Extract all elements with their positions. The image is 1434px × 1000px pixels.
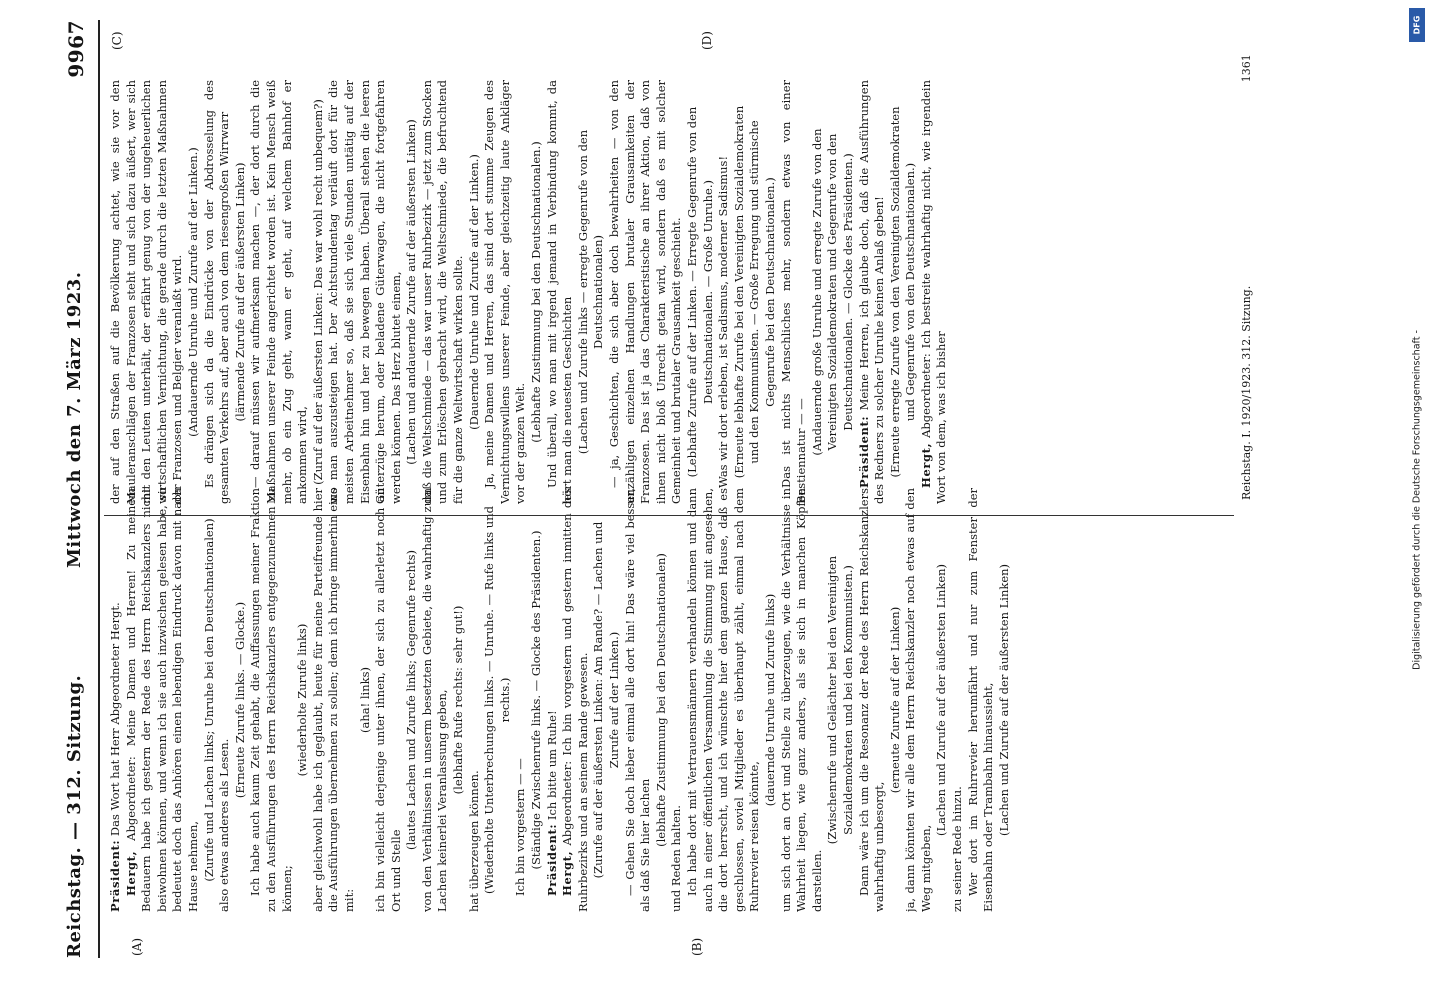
speaker-name: Präsident: bbox=[108, 839, 122, 912]
paragraph-text: Ich bin vorgestern — — bbox=[513, 758, 528, 896]
paragraph-text: (lebhafte Rufe rechts: sehr gut!) bbox=[451, 605, 466, 795]
paragraph-text: Ich bitte um Ruhe! bbox=[544, 710, 559, 821]
paragraph bbox=[420, 80, 467, 504]
header-date: Mittwoch den 7. März 1923. bbox=[64, 271, 85, 568]
paragraph-text: (Zurufe auf der äußersten Linken: Am Rande? — Lachen und Zurufe auf der Linken.) bbox=[591, 521, 621, 879]
paragraph bbox=[248, 488, 295, 912]
speaker-name: Hergt, bbox=[123, 850, 138, 896]
speaker-name: Hergt, bbox=[918, 442, 933, 488]
paragraph bbox=[248, 80, 310, 504]
stage-direction bbox=[311, 80, 327, 504]
paragraph-text: Wer dort im Ruhrrevier herumfährt und nur zum Fenster der Eisenbahn oder Trambahn hinaussieht, bbox=[965, 488, 996, 912]
paragraph-text: (Dauernde Unruhe und Zurufe auf der Linken.) bbox=[466, 154, 481, 430]
left-text-column bbox=[108, 488, 1238, 912]
stage-direction bbox=[233, 488, 249, 912]
stage-direction bbox=[934, 488, 950, 912]
page-number: 9967 bbox=[64, 20, 88, 78]
paragraph-text: (Erneute erregte Zurufe von den Vereinigten Sozialdemokraten und Gegenrufe von den Deutschnationalen.) bbox=[887, 106, 918, 478]
paragraph-text: um sich dort an Ort und Stelle zu überzeugen, wie die Verhältnisse in Wahrheit liegen, wie ganz anders, als sie sich in manchen Köpfen darstellen. bbox=[778, 488, 824, 912]
paragraph-text: (Lachen und Zurufe auf der äußersten Linken) bbox=[934, 563, 949, 837]
stage-direction bbox=[451, 488, 467, 912]
paragraph bbox=[950, 488, 966, 912]
stage-direction bbox=[888, 80, 919, 504]
paragraph-text: (lautes Lachen und Zurufe links; Gegenrufe rechts) bbox=[404, 550, 419, 850]
margin-mark-b: (B) bbox=[690, 937, 704, 956]
margin-mark-a: (A) bbox=[130, 937, 144, 956]
paragraph-text: (Andauernde Unruhe und Zurufe auf der Linken.) bbox=[185, 147, 200, 437]
paragraph-text: (Wiederholte Unterbrechungen links. — Unruhe. — Rufe links und rechts.) bbox=[482, 506, 512, 894]
paragraph-text: (Zuruf auf der äußersten Linken: Das war wohl recht unbequem?) bbox=[310, 99, 325, 485]
stage-direction bbox=[591, 488, 622, 912]
paragraph-text: (Zurufe und Lachen links; Unruhe bei den Deutschnationalen) bbox=[201, 518, 216, 882]
stage-direction bbox=[202, 488, 218, 912]
speaker-name: Präsident: bbox=[544, 823, 559, 896]
paragraph bbox=[420, 488, 451, 912]
paragraph-text: (erneute Zurufe auf der Linken) bbox=[887, 606, 902, 794]
dfg-logo: DFG bbox=[1409, 8, 1425, 42]
paragraph-text: der auf den Straßen auf die Bevölkerung achtet, wie sie vor den Mauleranschlägen der Franzosen steht und sich dazu äußert, wer sich mit den Leuten unterhält, der erfährt genug von der ungeheuerlichen wirtschaftlichen Vernichtung, die gerade durch die letzten Maßnahmen der Franzosen und Belgier veranlaßt wird. bbox=[108, 80, 185, 504]
stage-direction bbox=[685, 80, 716, 504]
paragraph bbox=[467, 488, 483, 912]
stage-direction bbox=[404, 80, 420, 504]
paragraph bbox=[545, 80, 576, 504]
paragraph-text: Dann wäre ich um die Resonanz der Rede des Herrn Reichskanzlers wahrhaftig unbesorgt, bbox=[856, 488, 887, 912]
stage-direction bbox=[358, 488, 374, 912]
paragraph-text: ich bin vielleicht derjenige unter ihnen, der sich zu allerletzt noch an Ort und Stelle bbox=[373, 488, 403, 912]
paragraph-text: also etwas anderes als Lesen. bbox=[217, 738, 232, 912]
stage-direction bbox=[654, 488, 670, 912]
paragraph-text: (dauernde Unruhe und Zurufe links) bbox=[762, 593, 777, 807]
header-left: Reichstag. — 312. Sitzung. bbox=[64, 674, 85, 958]
margin-mark-d: (D) bbox=[700, 31, 714, 50]
paragraph-text: (lebhafte Zustimmung bei den Deutschnationalen) bbox=[653, 553, 668, 847]
paragraph-text: Abgeordneter: Ich bestreite wahrhaftig nicht, wie irgendein Wort von dem, was ich bisher bbox=[918, 80, 949, 504]
margin-mark-c: (C) bbox=[110, 31, 124, 50]
speaker-name: Hergt, bbox=[560, 850, 575, 896]
paragraph-text: Ich habe dort mit Vertrauensmännern verhandeln können und dann auch in einer öffentlichen Versammlung die Stimmung mit angesehen, die dort herrscht, und ich wünschte hier dem ganzen Hause, daß es geschlossen, soviel Mitglieder es überhaupt zählt, einmal nach dem Ruhrrevier reisen könnte, bbox=[684, 488, 762, 912]
footer-signature-number: 1361 bbox=[1240, 54, 1253, 83]
column-divider bbox=[104, 515, 1234, 516]
paragraph bbox=[857, 488, 888, 912]
stage-direction bbox=[295, 488, 311, 912]
stage-direction bbox=[233, 80, 249, 504]
stage-direction bbox=[732, 80, 779, 504]
stage-direction bbox=[404, 488, 420, 912]
paragraph bbox=[903, 488, 934, 912]
paragraph-text: aber gleichwohl habe ich geglaubt, heute für meine Parteifreunde hier die Ausführungen übernehmen zu sollen; denn ich bringe immerhin eins mit: bbox=[310, 488, 356, 912]
paragraph-text: und Reden halten. bbox=[669, 805, 684, 912]
paragraph bbox=[857, 80, 888, 504]
paragraph-text: zu seiner Rede hinzu. bbox=[950, 786, 965, 912]
stage-direction bbox=[529, 80, 545, 504]
paragraph bbox=[311, 488, 358, 912]
paragraph bbox=[545, 488, 561, 912]
paragraph bbox=[108, 488, 124, 912]
right-text-column bbox=[108, 80, 1238, 504]
paragraph bbox=[716, 80, 732, 504]
paragraph-text: Das Wort hat Herr Abgeordneter Hergt. bbox=[108, 602, 122, 837]
paragraph bbox=[560, 488, 591, 912]
paragraph-text: (Lachen und Zurufe auf der äußersten Linken) bbox=[996, 563, 1011, 837]
paragraph bbox=[108, 80, 186, 504]
paragraph-text: (lärmende Zurufe auf der äußersten Linken) bbox=[232, 162, 247, 422]
paragraph-text: (Zwischenrufe und Gelächter bei den Vereinigten Sozialdemokraten und bei den Kommunisten.) bbox=[825, 555, 855, 845]
footer-left: Reichstag. I. 1920/1923. 312. Sitzung. bbox=[1240, 285, 1253, 500]
paragraph-text: hat überzeugen können. bbox=[466, 770, 481, 912]
page-footer bbox=[1240, 54, 1253, 500]
paragraph-text: (aha! links) bbox=[357, 667, 372, 734]
page-header bbox=[58, 20, 100, 958]
paragraph-text: (Andauernde große Unruhe und erregte Zurufe von den Vereinigten Sozialdemokraten und Gegenrufe von den Deutschnationalen. — Glocke des Präsidenten.) bbox=[809, 128, 855, 456]
paragraph bbox=[779, 80, 810, 504]
paragraph-text: (Erneute lebhafte Zurufe bei den Vereinigten Sozialdemokraten und den Kommunisten. — Große Erregung und stürmische Gegenrufe bei den Deutschnationalen.) bbox=[731, 105, 777, 479]
stage-direction bbox=[467, 80, 483, 504]
paragraph-text: Ich habe auch kaum Zeit gehabt, die Auffassungen meiner Fraktion zu den Ausführungen des Herrn Reichskanzlers entgegenzunehmen zu können; bbox=[248, 488, 294, 912]
stage-direction bbox=[888, 488, 904, 912]
paragraph bbox=[513, 488, 529, 912]
paragraph-text: — ja, Geschichten, die sich aber doch bewahrheiten — von den unzähligen einzelnen Handlungen brutaler Grausamkeiten der Franzosen. Das ist ja das Charakteristische an ihrer Aktion, daß von ihnen nicht bloß Unrecht getan wird, sondern daß es mit solcher Gemeinheit und brutaler Grausamkeit geschieht. bbox=[607, 80, 684, 504]
paragraph-text: (Lebhafte Zustimmung bei den Deutschnationalen.) bbox=[529, 141, 544, 443]
funding-sidebar bbox=[1408, 6, 1426, 994]
paragraph-text: wo man auszusteigen hat. Der Achtstundentag verläuft dort für die meisten Arbeitnehmer so, daß sie sich viele Stunden untätig auf der Eisenbahn hin und her zu bewegen haben. Überall stehen die leeren Güterzüge herum, oder beladene Güterwagen, die nicht fortgefahren werden können. Das Herz blutet einem, bbox=[326, 80, 403, 504]
paragraph bbox=[685, 488, 763, 912]
header-rule bbox=[98, 20, 100, 958]
funding-note: Digitalisierung gefördert durch die Deutsche Forschungsgemeinschaft - bbox=[1411, 330, 1423, 670]
paragraph bbox=[326, 80, 404, 504]
stage-direction bbox=[186, 80, 202, 504]
paragraph-text: (Lachen und andauernde Zurufe auf der äußersten Linken) bbox=[404, 119, 419, 465]
paragraph bbox=[202, 80, 233, 504]
paragraph bbox=[217, 488, 233, 912]
paragraph bbox=[124, 488, 202, 912]
paragraph bbox=[966, 488, 997, 912]
paragraph-text: (Lachen und Zurufe links — erregte Gegenrufe von den Deutschnationalen) bbox=[575, 129, 606, 455]
paragraph-text: daß die Weltschmiede — das war unser Ruhrbezirk — jetzt zum Stocken und zum Erlöschen gebracht wird, die Weltschmiede, die befruchtend für die ganze Weltwirtschaft wirken sollte. bbox=[419, 80, 466, 504]
stage-direction bbox=[763, 488, 779, 912]
paragraph bbox=[373, 488, 404, 912]
stage-direction bbox=[529, 488, 545, 912]
paragraph-text: ja, dann könnten wir alle dem Herrn Reichskanzler noch etwas auf den Weg mitgeben, bbox=[903, 488, 933, 912]
paragraph-text: — Gehen Sie doch lieber einmal alle dort hin! Das wäre viel besser, als daß Sie hier lachen bbox=[622, 488, 653, 912]
paragraph-text: Abgeordneter: Ich bin vorgestern und gestern inmitten des Ruhrbezirks und an seinem Rande gewesen. bbox=[560, 488, 590, 912]
stage-direction bbox=[482, 488, 513, 912]
paragraph-text: — darauf müssen wir aufmerksam machen —, der dort durch die Maßnahmen unserer Feinde angerichtet worden ist. Kein Mensch weiß mehr, ob ein Zug geht, wann er geht, auf welchem Bahnhof er ankommen wird, bbox=[248, 80, 310, 504]
paragraph-text: (Erneute Zurufe links. — Glocke.) bbox=[232, 601, 247, 799]
paragraph-text: (Lebhafte Zurufe auf der Linken. — Erregte Gegenrufe von den Deutschnationalen. — Große Unruhe.) bbox=[684, 106, 715, 478]
paragraph-text: Es drängen sich da die Eindrücke von der Abdrosselung des gesamten Verkehrs auf, aber auch von dem riesengroßen Wirrwarr bbox=[201, 80, 232, 504]
paragraph bbox=[779, 488, 826, 912]
paragraph-text: Ja, meine Damen und Herren, das sind dort stumme Zeugen des Vernichtungswillens unserer Feinde, aber gleichzeitig laute Ankläger vor der ganzen Welt. bbox=[482, 80, 528, 504]
paragraph-text: Und überall, wo man mit irgend jemand in Verbindung kommt, da hört man die neuesten Geschichten bbox=[544, 80, 575, 504]
stage-direction bbox=[997, 488, 1013, 912]
paragraph-text: Abgeordneter: Meine Damen und Herren! Zu meinem Bedauern habe ich gestern der Rede des Herrn Reichskanzlers nicht beiwohnen können, und wenn ich sie auch inzwischen gelesen habe, so bedeutet doch das Anhören einen lebendigen Eindruck davon mit nach Hause nehmen, bbox=[123, 488, 200, 912]
paragraph-text: (Ständige Zwischenrufe links. — Glocke des Präsidenten.) bbox=[529, 530, 544, 870]
paragraph-text: von den Verhältnissen in unserm besetzten Gebiete, die wahrhaftig zum Lachen keinerlei Veranlassung geben, bbox=[419, 488, 450, 912]
stage-direction bbox=[825, 488, 856, 912]
paragraph-text: (wiederholte Zurufe links) bbox=[295, 623, 310, 777]
paragraph-text: Meine Herren, ich glaube doch, daß die Ausführungen des Redners zu solcher Unruhe keinen Anlaß geben! bbox=[856, 80, 887, 504]
speaker-name: Präsident: bbox=[856, 415, 871, 488]
paragraph bbox=[623, 488, 654, 912]
stage-direction bbox=[576, 80, 607, 504]
paragraph bbox=[919, 80, 950, 504]
paragraph-text: Das ist nichts Menschliches mehr, sondern etwas von einer Bestiennatur — — bbox=[778, 80, 809, 504]
paragraph bbox=[669, 488, 685, 912]
paragraph bbox=[607, 80, 685, 504]
stage-direction bbox=[810, 80, 857, 504]
paragraph bbox=[482, 80, 529, 504]
paragraph-text: Was wir dort erleben, ist Sadismus, moderner Sadismus! bbox=[716, 155, 731, 488]
